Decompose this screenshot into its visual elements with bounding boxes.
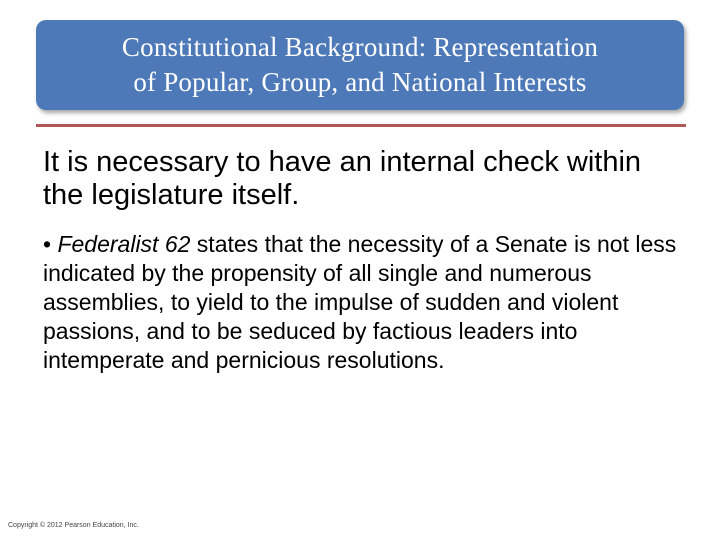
bullet-point	[43, 230, 693, 375]
copyright-notice: Copyright © 2012 Pearson Education, Inc.	[8, 522, 139, 529]
lead-text: It is necessary to have an internal check within the legislature itself.	[43, 146, 642, 211]
bullet-italic-reference: Federalist 62	[57, 231, 191, 257]
slide-title-line-1: Constitutional Background: Representation	[121, 32, 599, 62]
title-banner	[36, 20, 684, 110]
slide-title	[122, 30, 598, 100]
bullet-marker: •	[43, 231, 52, 257]
slide-title-line-2: of Popular, Group, and National Interests	[133, 67, 587, 97]
title-divider	[36, 124, 686, 127]
bullet-text: states that the necessity of a Senate is not less indicated by the propensity of all single and numerous assemblies, to yield to the impulse of sudden and violent passions, and to be seduced by factious leaders into intemperate and pernicious resolutions.	[43, 231, 677, 373]
